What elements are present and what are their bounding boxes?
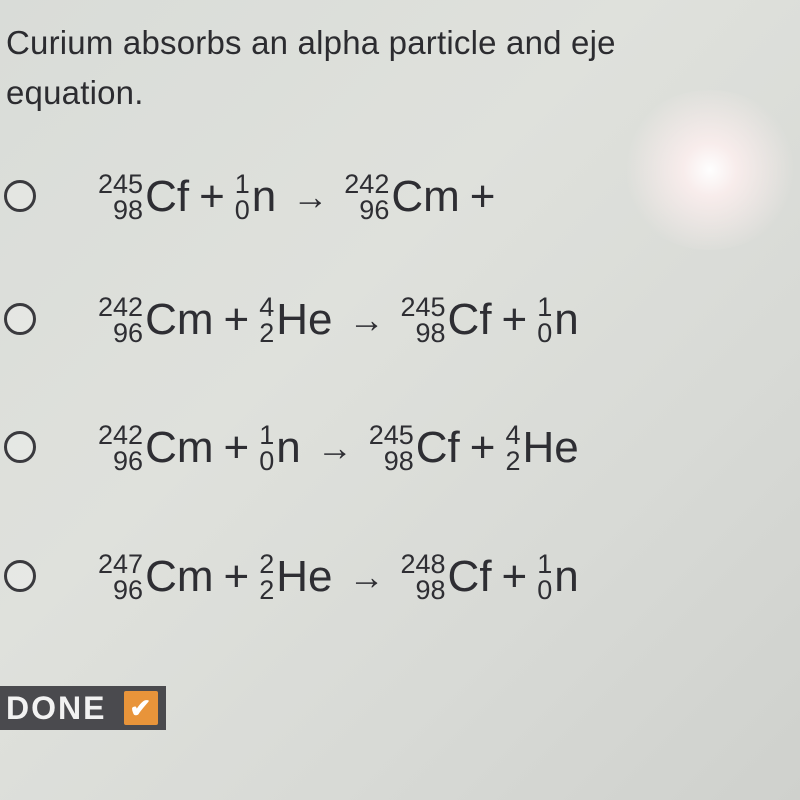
- nuclide-scripts: [259, 294, 274, 346]
- atomic-number: 0: [259, 446, 275, 476]
- reaction-arrow: →: [316, 427, 353, 468]
- nuclide-scripts: [259, 551, 274, 603]
- nuclide: [344, 171, 460, 223]
- nuclide-scripts: [98, 551, 143, 603]
- nuclide-scripts: [98, 171, 143, 223]
- mass-number: 245: [98, 169, 144, 199]
- nuclide-scripts: [400, 294, 445, 346]
- atomic-number: 0: [537, 318, 553, 348]
- nuclide: [369, 422, 460, 474]
- atomic-number: 2: [259, 318, 275, 348]
- checkmark-icon: ✔: [124, 691, 158, 725]
- element-symbol: Cf: [145, 172, 190, 221]
- element-symbol: Cf: [447, 295, 492, 344]
- mass-number: 242: [98, 420, 144, 450]
- element-symbol: Cm: [145, 552, 214, 601]
- radio-button-option-3[interactable]: [4, 431, 36, 463]
- mass-number: 248: [400, 549, 446, 579]
- question-text: [6, 18, 800, 118]
- nuclide-scripts: [259, 422, 274, 474]
- mass-number: 1: [234, 169, 250, 199]
- equation-option-2: [98, 285, 579, 355]
- element-symbol: n: [251, 172, 277, 221]
- reaction-arrow: →: [348, 556, 385, 597]
- plus-sign: +: [223, 552, 250, 601]
- element-symbol: n: [554, 552, 579, 601]
- atomic-number: 96: [359, 195, 390, 225]
- plus-sign: +: [223, 423, 250, 472]
- mass-number: 245: [368, 420, 414, 450]
- plus-sign: +: [223, 295, 250, 344]
- element-symbol: Cm: [145, 295, 214, 344]
- mass-number: 1: [537, 549, 553, 579]
- nuclide-scripts: [537, 294, 552, 346]
- element-symbol: n: [554, 295, 579, 344]
- radio-button-option-2[interactable]: [4, 303, 36, 335]
- answer-option-3[interactable]: [0, 413, 800, 483]
- plus-sign: +: [469, 172, 496, 221]
- nuclide: [98, 551, 214, 603]
- nuclide-scripts: [98, 294, 143, 346]
- nuclide: [400, 551, 491, 603]
- equation-option-3: [98, 413, 579, 483]
- atomic-number: 2: [259, 575, 275, 605]
- atomic-number: 98: [113, 195, 144, 225]
- element-symbol: He: [522, 423, 579, 472]
- nuclide: [537, 551, 579, 603]
- element-symbol: Cf: [447, 552, 492, 601]
- radio-button-option-1[interactable]: [4, 180, 36, 212]
- nuclide: [98, 171, 189, 223]
- nuclide-scripts: [98, 422, 143, 474]
- atomic-number: 2: [505, 446, 521, 476]
- atomic-number: 96: [113, 446, 144, 476]
- atomic-number: 0: [537, 575, 553, 605]
- plus-sign: +: [469, 423, 496, 472]
- atomic-number: 0: [234, 195, 250, 225]
- nuclide-scripts: [235, 171, 250, 223]
- atomic-number: 96: [113, 575, 144, 605]
- question-line-1: Curium absorbs an alpha particle and eje: [6, 24, 616, 61]
- mass-number: 4: [505, 420, 521, 450]
- mass-number: 242: [344, 169, 390, 199]
- answer-option-4[interactable]: [0, 542, 800, 612]
- equation-option-1: [98, 162, 505, 232]
- nuclide-scripts: [537, 551, 552, 603]
- answer-option-2[interactable]: [0, 285, 800, 355]
- reaction-arrow: →: [292, 176, 329, 217]
- mass-number: 247: [98, 549, 144, 579]
- done-button[interactable]: [0, 686, 166, 730]
- atomic-number: 98: [383, 446, 414, 476]
- mass-number: 1: [537, 292, 553, 322]
- element-symbol: n: [276, 423, 301, 472]
- mass-number: 1: [259, 420, 275, 450]
- nuclide-scripts: [400, 551, 445, 603]
- atomic-number: 96: [113, 318, 144, 348]
- nuclide-scripts: [369, 422, 414, 474]
- plus-sign: +: [501, 295, 528, 344]
- nuclide: [98, 294, 214, 346]
- atomic-number: 98: [415, 575, 446, 605]
- element-symbol: Cf: [415, 423, 460, 472]
- plus-sign: +: [199, 172, 225, 221]
- nuclide: [259, 551, 332, 603]
- nuclide-scripts: [344, 171, 389, 223]
- mass-number: 4: [259, 292, 275, 322]
- element-symbol: He: [276, 295, 333, 344]
- nuclide: [505, 422, 578, 474]
- nuclide: [235, 171, 277, 223]
- nuclide: [400, 294, 491, 346]
- radio-button-option-4[interactable]: [4, 560, 36, 592]
- element-symbol: He: [276, 552, 333, 601]
- mass-number: 242: [98, 292, 144, 322]
- mass-number: 2: [259, 549, 275, 579]
- plus-sign: +: [501, 552, 528, 601]
- nuclide: [537, 294, 579, 346]
- answer-option-1[interactable]: [0, 162, 800, 232]
- element-symbol: Cm: [391, 172, 460, 221]
- done-button-label: DONE: [6, 689, 107, 726]
- nuclide-scripts: [505, 422, 520, 474]
- nuclide: [98, 422, 214, 474]
- question-line-2: equation.: [6, 74, 144, 111]
- nuclide: [259, 422, 301, 474]
- equation-option-4: [98, 542, 579, 612]
- reaction-arrow: →: [348, 299, 385, 340]
- mass-number: 245: [400, 292, 446, 322]
- nuclide: [259, 294, 332, 346]
- element-symbol: Cm: [145, 423, 214, 472]
- atomic-number: 98: [415, 318, 446, 348]
